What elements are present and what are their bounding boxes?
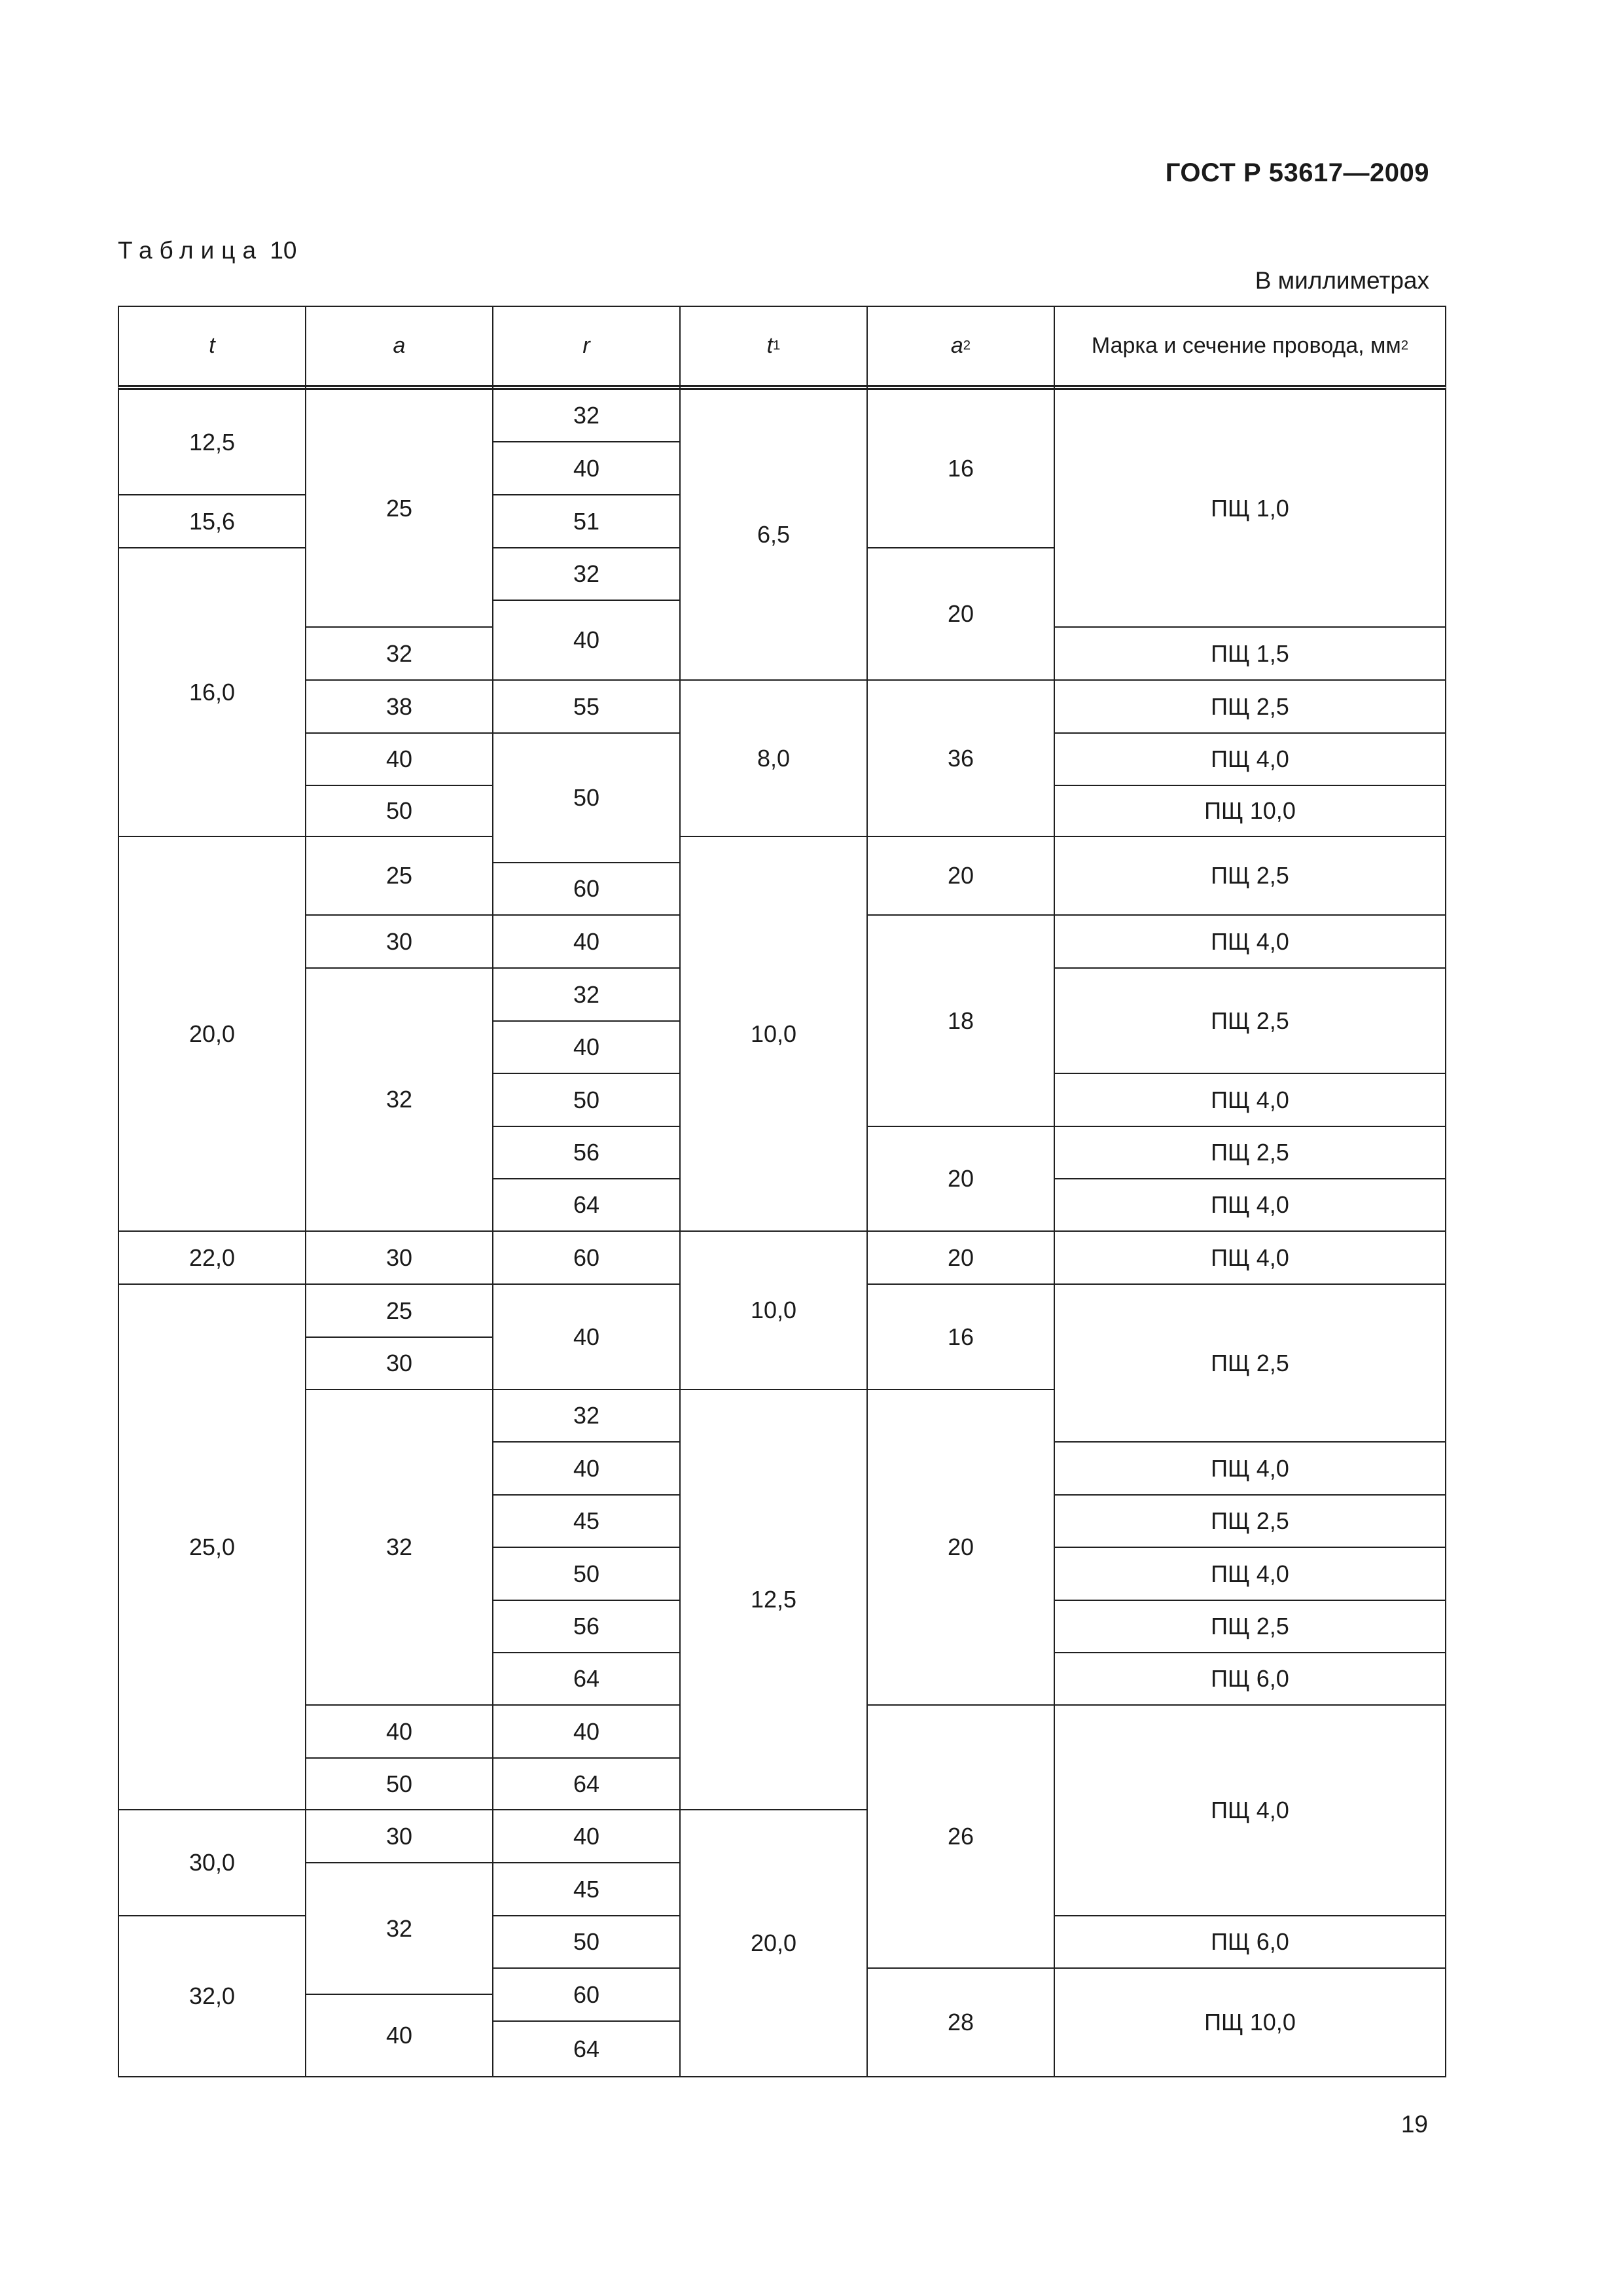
a-cell: 40	[305, 1704, 493, 1759]
wire-cell: ПЩ 2,5	[1054, 1600, 1446, 1653]
header-a: a	[305, 306, 493, 390]
a-cell: 32	[305, 967, 493, 1232]
wire-cell: ПЩ 6,0	[1054, 1652, 1446, 1706]
r-cell: 32	[492, 547, 681, 601]
r-cell: 32	[492, 1389, 681, 1443]
a-cell: 30	[305, 1809, 493, 1863]
a2-cell: 18	[866, 914, 1055, 1127]
wire-cell: ПЩ 2,5	[1054, 1494, 1446, 1548]
t-cell: 30,0	[118, 1809, 306, 1916]
wire-cell: ПЩ 10,0	[1054, 1967, 1446, 2077]
wire-cell: ПЩ 4,0	[1054, 1704, 1446, 1916]
r-cell: 40	[492, 1020, 681, 1074]
header-t: t	[118, 306, 306, 390]
header-r: r	[492, 306, 681, 390]
r-cell: 64	[492, 2020, 681, 2077]
r-cell: 40	[492, 1809, 681, 1863]
data-table	[118, 306, 1446, 2077]
wire-cell: ПЩ 2,5	[1054, 967, 1446, 1074]
r-cell: 40	[492, 914, 681, 969]
r-cell: 50	[492, 1547, 681, 1601]
r-cell: 64	[492, 1652, 681, 1706]
a-cell: 25	[305, 836, 493, 916]
wire-cell: ПЩ 4,0	[1054, 914, 1446, 969]
a2-cell: 36	[866, 679, 1055, 837]
a2-cell: 20	[866, 1389, 1055, 1706]
r-cell: 40	[492, 441, 681, 495]
r-cell: 56	[492, 1600, 681, 1653]
a-cell: 50	[305, 1757, 493, 1810]
a2-cell: 26	[866, 1704, 1055, 1969]
r-cell: 60	[492, 862, 681, 916]
a-cell: 32	[305, 1862, 493, 1995]
t1-cell: 12,5	[679, 1389, 868, 1810]
t-cell: 25,0	[118, 1283, 306, 1810]
a2-cell: 20	[866, 1126, 1055, 1232]
r-cell: 40	[492, 1704, 681, 1759]
wire-cell: ПЩ 4,0	[1054, 1441, 1446, 1496]
a-cell: 30	[305, 914, 493, 969]
table-caption	[118, 237, 297, 264]
t-cell: 16,0	[118, 547, 306, 837]
wire-cell: ПЩ 2,5	[1054, 1126, 1446, 1179]
a2-cell: 16	[866, 389, 1055, 548]
header-a2: a 2	[866, 306, 1055, 390]
a2-cell: 16	[866, 1283, 1055, 1390]
wire-cell: ПЩ 4,0	[1054, 1073, 1446, 1127]
r-cell: 40	[492, 1441, 681, 1496]
t-cell: 12,5	[118, 389, 306, 495]
t-cell: 15,6	[118, 494, 306, 548]
t1-cell: 6,5	[679, 389, 868, 681]
a-cell: 32	[305, 1389, 493, 1706]
page-number: 19	[1400, 2111, 1428, 2138]
wire-cell: ПЩ 1,5	[1054, 626, 1446, 681]
wire-cell: ПЩ 1,0	[1054, 389, 1446, 628]
wire-cell: ПЩ 2,5	[1054, 836, 1446, 916]
r-cell: 56	[492, 1126, 681, 1179]
table-caption-number: 10	[270, 237, 297, 264]
wire-cell: ПЩ 6,0	[1054, 1915, 1446, 1969]
r-cell: 60	[492, 1967, 681, 2022]
r-cell: 50	[492, 1915, 681, 1969]
a2-cell: 28	[866, 1967, 1055, 2077]
wire-cell: ПЩ 2,5	[1054, 679, 1446, 734]
r-cell: 45	[492, 1494, 681, 1548]
r-cell: 50	[492, 732, 681, 863]
a-cell: 50	[305, 785, 493, 837]
t-cell: 22,0	[118, 1230, 306, 1285]
t1-cell: 20,0	[679, 1809, 868, 2077]
header-wire: Марка и сечение провода, мм 2	[1054, 306, 1446, 390]
a2-cell: 20	[866, 1230, 1055, 1285]
wire-cell: ПЩ 4,0	[1054, 1178, 1446, 1232]
r-cell: 64	[492, 1757, 681, 1810]
r-cell: 60	[492, 1230, 681, 1285]
a-cell: 40	[305, 732, 493, 786]
wire-cell: ПЩ 4,0	[1054, 732, 1446, 786]
r-cell: 32	[492, 389, 681, 442]
table-caption-word: Таблица	[118, 237, 264, 264]
r-cell: 40	[492, 1283, 681, 1390]
r-cell: 40	[492, 600, 681, 681]
units-note: В миллиметрах	[1255, 267, 1429, 294]
r-cell: 64	[492, 1178, 681, 1232]
a-cell: 25	[305, 1283, 493, 1338]
t1-cell: 10,0	[679, 836, 868, 1232]
a2-cell: 20	[866, 836, 1055, 916]
wire-cell: ПЩ 10,0	[1054, 785, 1446, 837]
a-cell: 25	[305, 389, 493, 628]
wire-cell: ПЩ 4,0	[1054, 1230, 1446, 1285]
r-cell: 45	[492, 1862, 681, 1916]
a2-cell: 20	[866, 547, 1055, 681]
wire-cell: ПЩ 4,0	[1054, 1547, 1446, 1601]
header-t1: t 1	[679, 306, 868, 390]
t-cell: 20,0	[118, 836, 306, 1232]
r-cell: 55	[492, 679, 681, 734]
a-cell: 30	[305, 1230, 493, 1285]
t-cell: 32,0	[118, 1915, 306, 2077]
t1-cell: 8,0	[679, 679, 868, 837]
t1-cell: 10,0	[679, 1230, 868, 1390]
r-cell: 32	[492, 967, 681, 1022]
a-cell: 32	[305, 626, 493, 681]
document-id: ГОСТ Р 53617—2009	[1165, 158, 1429, 187]
a-cell: 38	[305, 679, 493, 734]
a-cell: 40	[305, 1994, 493, 2077]
a-cell: 30	[305, 1336, 493, 1390]
r-cell: 51	[492, 494, 681, 548]
r-cell: 50	[492, 1073, 681, 1127]
wire-cell: ПЩ 2,5	[1054, 1283, 1446, 1443]
